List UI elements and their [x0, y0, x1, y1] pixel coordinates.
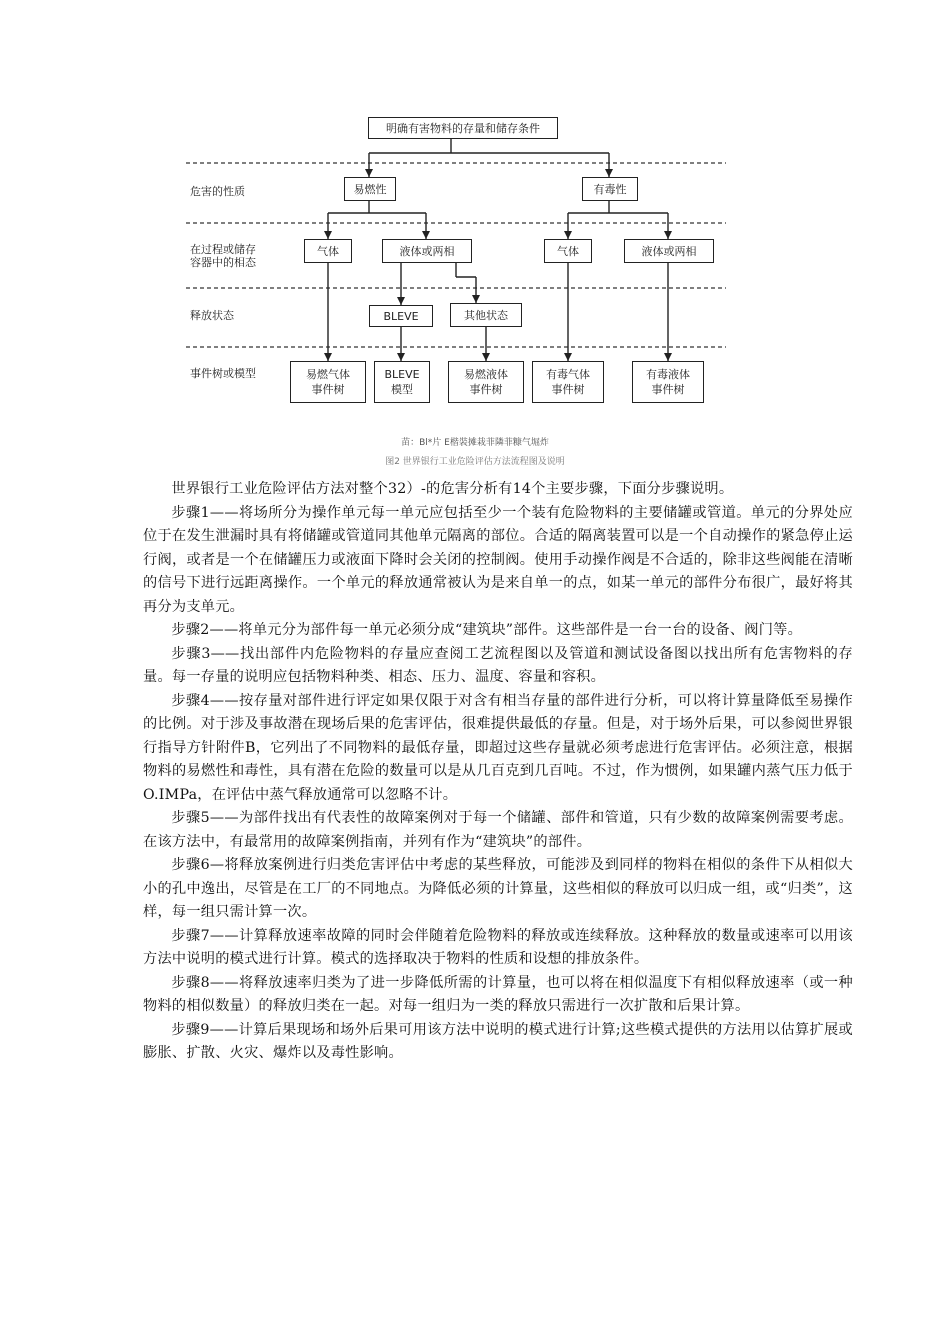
paragraph-step-4: 步骤4——按存量对部件进行评定如果仅限于对含有相当存量的部件进行分析，可以将计算量降低至易操作的比例。对于涉及事故潜在现场后果的危害评估，很难提供最低的存量。但是，对于场外后果，可以参阅世界银行指导方针附件B，它列出了不同物料的最低存量，即超过这些存量就必须考虑进行危害评估。必须注意，根据物料的易燃性和毒性，具有潜在危险的数量可以是从几百克到几百吨。不过，作为惯例，如果罐内蒸气压力低于O.IMPa，在评估中蒸气释放通常可以忽略不计。 [143, 692, 853, 803]
paragraph-step-1: 步骤1——将场所分为操作单元每一单元应包括至少一个装有危险物料的主要储罐或管道。单元的分界处应位于在发生泄漏时具有将储罐或管道同其他单元隔离的部位。合适的隔离装置可以是一个自动操作的紧急停止运行阀，或者是一个在储罐压力或液面下降时会关闭的控制阀。使用手动操作阀是不合适的，除非这些阀能在清晰的信号下进行远距离操作。一个单元的释放通常被认为是来自单一的点，如某一单元的部件分布很广，最好将其再分为支单元。 [143, 504, 853, 615]
model-toxic-liquid: 有毒液体 事件树 [632, 361, 704, 403]
row-label-phase: 在过程或储存 容器中的相态 [190, 243, 256, 269]
paragraph-step-5: 步骤5——为部件找出有代表性的故障案例对于每一个储罐、部件和管道，只有少数的故障案例需要考虑。在该方法中，有最常用的故障案例指南，并列有作为“建筑块”的部件。 [143, 810, 853, 850]
figure-caption-secondary: 图2 世界银行工业危险评估方法流程图及说明 [385, 457, 565, 467]
row-label-model: 事件树或模型 [190, 367, 256, 380]
row-label-release: 释放状态 [190, 309, 234, 322]
paragraph-step-9: 步骤9——计算后果现场和场外后果可用该方法中说明的模式进行计算;这些模式提供的方法用以估算扩展或膨胀、扩散、火灾、爆炸以及毒性影响。 [143, 1021, 853, 1061]
model-flammable-liquid: 易燃液体 事件树 [448, 361, 524, 403]
phase-flammable-liquid: 液体或两相 [382, 239, 472, 263]
paragraph-step-3: 步骤3——找出部件内危险物料的存量应查阅工艺流程图以及管道和测试设备图以找出所有危害物料的存量。每一存量的说明应包括物料种类、相态、压力、温度、容量和容积。 [143, 645, 853, 685]
paragraph-step-7: 步骤7——计算释放速率故障的同时会伴随着危险物料的释放或连续释放。这种释放的数量或速率可以用该方法中说明的模式进行计算。模式的选择取决于物料的性质和设想的排放条件。 [143, 927, 853, 967]
model-flammable-gas: 易燃气体 事件树 [290, 361, 366, 403]
paragraph-step-6: 步骤6—将释放案例进行归类危害评估中考虑的某些释放，可能涉及到同样的物料在相似的条件下从相似大小的孔中逸出，尽管是在工厂的不同地点。为降低必须的计算量，这些相似的释放可以归成一组，或“归类”，这样，每一组只需计算一次。 [143, 857, 853, 920]
figure-caption: 苗：Bl*片 E楷裝摊栽菲隣菲糠气堀炸 [401, 438, 549, 448]
paragraph-step-8: 步骤8——将释放速率归类为了进一步降低所需的计算量，也可以将在相似温度下有相似释放速率（或一种物料的相似数量）的释放归类在一起。对每一组归为一类的释放只需进行一次扩散和后果计算。 [143, 974, 853, 1014]
model-toxic-gas: 有毒气体 事件树 [532, 361, 604, 403]
paragraph-step-2: 步骤2——将单元分为部件每一单元必须分成“建筑块”部件。这些部件是一台一台的设备、阀门等。 [171, 622, 803, 638]
paragraph-intro: 世界银行工业危险评估方法对整个32）-的危害分析有14个主要步骤，下面分步骤说明。 [171, 481, 734, 497]
hazard-flammable: 易燃性 [344, 177, 396, 201]
hazard-assessment-flowchart [186, 105, 726, 415]
phase-toxic-liquid: 液体或两相 [624, 239, 714, 263]
row-label-hazard: 危害的性质 [190, 185, 245, 198]
body-text [143, 478, 853, 1066]
model-bleve: BLEVE 模型 [374, 361, 430, 403]
release-bleve: BLEVE [369, 305, 433, 327]
release-other: 其他状态 [450, 303, 522, 327]
phase-toxic-gas: 气体 [544, 239, 592, 263]
phase-flammable-gas: 气体 [304, 239, 352, 263]
top-box: 明确有害物料的存量和储存条件 [368, 117, 558, 139]
hazard-toxic: 有毒性 [582, 177, 638, 201]
